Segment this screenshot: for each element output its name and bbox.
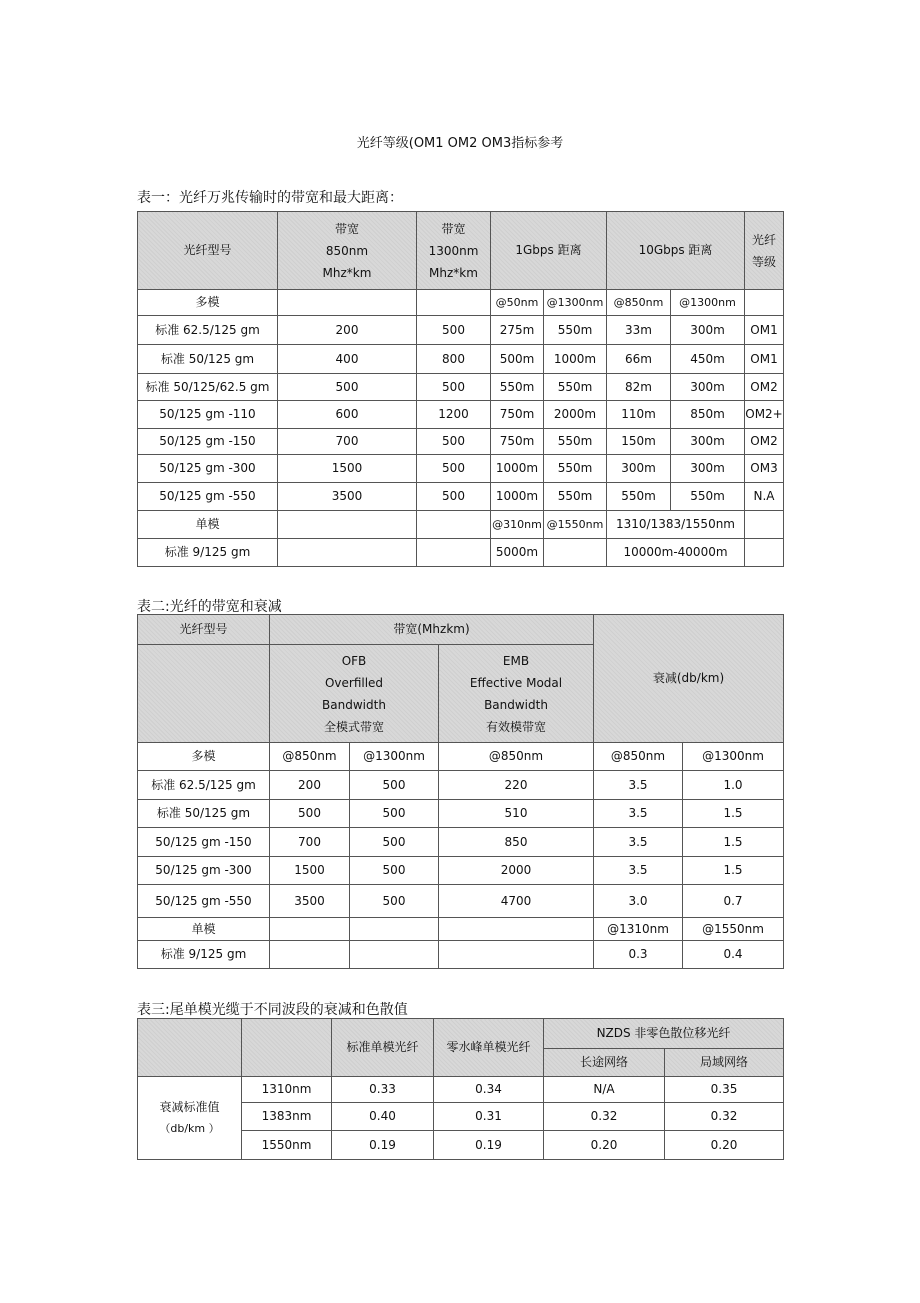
multimode-1g-wavelength-a: @50nm xyxy=(491,290,544,316)
dist-10g-a: 110m xyxy=(607,401,671,429)
bw-850: 400 xyxy=(278,345,417,374)
fiber-grade: OM1 xyxy=(745,345,784,374)
fiber-type: 50/125 gm -550 xyxy=(138,885,270,918)
bw-1300: 500 xyxy=(417,316,491,345)
empty-cell xyxy=(278,511,417,539)
fiber-type: 标准 50/125/62.5 gm xyxy=(138,374,278,401)
multimode-1g-wavelength-b: @1300nm xyxy=(544,290,607,316)
table2-multimode-row xyxy=(138,743,784,771)
att-850: 3.5 xyxy=(594,771,683,800)
table1-caption: 表一：光纤万兆传输时的带宽和最大距离： xyxy=(137,190,403,206)
emb-850: 2000 xyxy=(439,857,594,885)
empty-cell xyxy=(417,290,491,316)
header-bw-850-line2: 850nm xyxy=(325,243,369,258)
att-1310: 0.3 xyxy=(594,941,683,969)
att-1550-label: @1550nm xyxy=(683,918,784,941)
header-bw-850-line1: 带宽 xyxy=(334,221,359,236)
wavelength: 1310nm xyxy=(242,1077,332,1103)
table3-caption: 表三:尾单模光缆于不同波段的衰减和色散值 xyxy=(137,1002,408,1018)
table-row xyxy=(138,885,784,918)
emb-850: 220 xyxy=(439,771,594,800)
bw-1300: 500 xyxy=(417,483,491,511)
table-row xyxy=(138,401,784,429)
header-bw-850-line3: Mhz*km xyxy=(322,265,372,280)
dist-10g-b: 850m xyxy=(671,401,745,429)
table1-multimode-row xyxy=(138,290,784,316)
std-sm-value: 0.40 xyxy=(332,1103,434,1131)
dist-10g-a: 66m xyxy=(607,345,671,374)
dist-1g-b: 550m xyxy=(544,429,607,455)
table-row xyxy=(138,771,784,800)
multimode-10g-wavelength-b: @1300nm xyxy=(671,290,745,316)
attenuation-label xyxy=(138,1077,242,1160)
empty-cell xyxy=(439,918,594,941)
fiber-type: 50/125 gm -150 xyxy=(138,429,278,455)
att-1300: 1.5 xyxy=(683,800,784,828)
empty-cell xyxy=(417,511,491,539)
header-emb-line4: 有效模带宽 xyxy=(486,719,547,734)
ofb-1300-label: @1300nm xyxy=(350,743,439,771)
att-850: 3.5 xyxy=(594,857,683,885)
att-1300: 1.5 xyxy=(683,828,784,857)
dist-1g-a: 1000m xyxy=(491,455,544,483)
singlemode-10g-wavelengths: 1310/1383/1550nm xyxy=(607,511,745,539)
att-1300-label: @1300nm xyxy=(683,743,784,771)
empty-cell xyxy=(350,941,439,969)
empty-cell xyxy=(278,290,417,316)
dist-1g-a: 550m xyxy=(491,374,544,401)
dist-10g-a: 150m xyxy=(607,429,671,455)
att-1550: 0.4 xyxy=(683,941,784,969)
dist-1g-b: 550m xyxy=(544,374,607,401)
header-emb-line1: EMB xyxy=(502,653,530,668)
local-value: 0.20 xyxy=(665,1131,784,1160)
header-standard-sm: 标准单模光纤 xyxy=(332,1019,434,1077)
header-grade-line2: 等级 xyxy=(751,254,776,269)
dist-1g-a: 1000m xyxy=(491,483,544,511)
att-850: 3.5 xyxy=(594,800,683,828)
bw-850: 500 xyxy=(278,374,417,401)
ofb-1300: 500 xyxy=(350,857,439,885)
table-row xyxy=(138,828,784,857)
wavelength: 1550nm xyxy=(242,1131,332,1160)
header-bw-1300-line3: Mhz*km xyxy=(429,265,478,280)
table2 xyxy=(137,614,784,969)
fiber-type: 50/125 gm -110 xyxy=(138,401,278,429)
att-850-label: @850nm xyxy=(594,743,683,771)
ofb-1300: 500 xyxy=(350,800,439,828)
dist-1g-a: 500m xyxy=(491,345,544,374)
emb-850-label: @850nm xyxy=(439,743,594,771)
dist-1g-b: 550m xyxy=(544,316,607,345)
fiber-type: 50/125 gm -300 xyxy=(138,455,278,483)
header-ofb-line3: Bandwidth xyxy=(322,697,386,712)
header-emb-line2: Effective Modal xyxy=(469,675,563,690)
zwp-value: 0.34 xyxy=(434,1077,544,1103)
ofb-850: 3500 xyxy=(270,885,350,918)
long-haul-value: N/A xyxy=(544,1077,665,1103)
bw-850: 1500 xyxy=(278,455,417,483)
header-bw-1300-line2: 1300nm xyxy=(428,243,479,258)
fiber-type: 标准 62.5/125 gm xyxy=(138,771,270,800)
ofb-1300: 500 xyxy=(350,828,439,857)
singlemode-label: 单模 xyxy=(138,918,270,941)
singlemode-1g-wavelength-b: @1550nm xyxy=(544,511,607,539)
dist-10g-b: 300m xyxy=(671,455,745,483)
fiber-type: 标准 62.5/125 gm xyxy=(138,316,278,345)
table-row xyxy=(138,800,784,828)
wavelength: 1383nm xyxy=(242,1103,332,1131)
dist-10g-b: 300m xyxy=(671,429,745,455)
fiber-grade: OM2 xyxy=(745,374,784,401)
dist-1g-b: 550m xyxy=(544,455,607,483)
dist-1g-a: 750m xyxy=(491,429,544,455)
empty-cell xyxy=(745,511,784,539)
page-title: 光纤等级(OM1 OM2 OM3指标参考 xyxy=(356,136,564,151)
bw-1300: 1200 xyxy=(417,401,491,429)
local-value: 0.35 xyxy=(665,1077,784,1103)
table1-header-row xyxy=(138,212,784,290)
dist-10g-a: 300m xyxy=(607,455,671,483)
fiber-type: 标准 50/125 gm xyxy=(138,345,278,374)
table-row xyxy=(138,539,784,567)
ofb-1300: 500 xyxy=(350,771,439,800)
fiber-type: 标准 50/125 gm xyxy=(138,800,270,828)
dist-1g-b: 2000m xyxy=(544,401,607,429)
table-row xyxy=(138,483,784,511)
header-long-haul: 长途网络 xyxy=(544,1049,665,1077)
attenuation-unit: （db/km ） xyxy=(159,1122,220,1135)
header-1gbps: 1Gbps 距离 xyxy=(491,212,607,290)
ofb-1300: 500 xyxy=(350,885,439,918)
table1-singlemode-row xyxy=(138,511,784,539)
bw-1300: 500 xyxy=(417,374,491,401)
multimode-label: 多模 xyxy=(138,290,278,316)
table2-header-row1 xyxy=(138,615,784,645)
ofb-850: 1500 xyxy=(270,857,350,885)
bw-850: 3500 xyxy=(278,483,417,511)
fiber-type: 标准 9/125 gm xyxy=(138,941,270,969)
dist-10g-a: 550m xyxy=(607,483,671,511)
table-row xyxy=(138,345,784,374)
fiber-grade: N.A xyxy=(745,483,784,511)
header-nzds: NZDS 非零色散位移光纤 xyxy=(544,1019,784,1049)
header-fiber-type: 光纤型号 xyxy=(138,615,270,645)
header-zero-water-peak: 零水峰单模光纤 xyxy=(434,1019,544,1077)
table-row xyxy=(138,455,784,483)
bw-850: 700 xyxy=(278,429,417,455)
bw-1300: 500 xyxy=(417,429,491,455)
empty-cell xyxy=(278,539,417,567)
fiber-grade: OM2 xyxy=(745,429,784,455)
emb-850: 850 xyxy=(439,828,594,857)
empty-cell xyxy=(439,941,594,969)
header-10gbps: 10Gbps 距离 xyxy=(607,212,745,290)
fiber-type: 50/125 gm -150 xyxy=(138,828,270,857)
std-sm-value: 0.19 xyxy=(332,1131,434,1160)
header-bw-1300 xyxy=(417,212,491,290)
header-bw-1300-line1: 带宽 xyxy=(441,221,466,236)
table-row xyxy=(138,374,784,401)
dist-10g-b: 300m xyxy=(671,316,745,345)
att-850: 3.5 xyxy=(594,828,683,857)
dist-1g-b: 1000m xyxy=(544,345,607,374)
table-row xyxy=(138,316,784,345)
multimode-10g-wavelength-a: @850nm xyxy=(607,290,671,316)
attenuation-label-text: 衰减标准值 xyxy=(159,1100,220,1114)
fiber-grade: OM1 xyxy=(745,316,784,345)
empty-cell xyxy=(745,539,784,567)
empty-cell xyxy=(242,1019,332,1077)
std-sm-value: 0.33 xyxy=(332,1077,434,1103)
fiber-grade: OM3 xyxy=(745,455,784,483)
dist-1g-a: 275m xyxy=(491,316,544,345)
emb-850: 4700 xyxy=(439,885,594,918)
table3 xyxy=(137,1018,784,1160)
header-local: 局域网络 xyxy=(665,1049,784,1077)
ofb-850: 200 xyxy=(270,771,350,800)
empty-cell xyxy=(270,941,350,969)
header-ofb-line1: OFB xyxy=(341,653,367,668)
header-ofb-line4: 全模式带宽 xyxy=(323,719,384,734)
dist-10g-a: 33m xyxy=(607,316,671,345)
header-grade xyxy=(745,212,784,290)
empty-cell xyxy=(544,539,607,567)
table-row xyxy=(138,857,784,885)
singlemode-1g-wavelength-a: @310nm xyxy=(491,511,544,539)
dist-10g: 10000m-40000m xyxy=(607,539,745,567)
long-haul-value: 0.20 xyxy=(544,1131,665,1160)
fiber-type: 50/125 gm -300 xyxy=(138,857,270,885)
att-1300: 1.0 xyxy=(683,771,784,800)
local-value: 0.32 xyxy=(665,1103,784,1131)
dist-10g-b: 300m xyxy=(671,374,745,401)
dist-10g-b: 550m xyxy=(671,483,745,511)
empty-cell xyxy=(270,918,350,941)
zwp-value: 0.19 xyxy=(434,1131,544,1160)
header-grade-line1: 光纤 xyxy=(751,232,776,247)
empty-cell xyxy=(350,918,439,941)
ofb-850-label: @850nm xyxy=(270,743,350,771)
table2-caption: 表二:光纤的带宽和衰减 xyxy=(137,599,282,615)
empty-cell xyxy=(745,290,784,316)
fiber-type: 标准 9/125 gm xyxy=(138,539,278,567)
att-1300: 1.5 xyxy=(683,857,784,885)
header-emb xyxy=(439,645,594,743)
empty-cell xyxy=(138,1019,242,1077)
att-850: 3.0 xyxy=(594,885,683,918)
dist-1g: 5000m xyxy=(491,539,544,567)
dist-10g-b: 450m xyxy=(671,345,745,374)
header-ofb-line2: Overfilled xyxy=(324,675,384,690)
table-row xyxy=(138,1077,784,1103)
table3-header-row1 xyxy=(138,1019,784,1049)
header-bw-850 xyxy=(278,212,417,290)
bw-850: 600 xyxy=(278,401,417,429)
dist-10g-a: 82m xyxy=(607,374,671,401)
emb-850: 510 xyxy=(439,800,594,828)
long-haul-value: 0.32 xyxy=(544,1103,665,1131)
singlemode-label: 单模 xyxy=(138,511,278,539)
att-1310-label: @1310nm xyxy=(594,918,683,941)
header-fiber-type: 光纤型号 xyxy=(138,212,278,290)
bw-850: 200 xyxy=(278,316,417,345)
att-1300: 0.7 xyxy=(683,885,784,918)
ofb-850: 500 xyxy=(270,800,350,828)
multimode-label: 多模 xyxy=(138,743,270,771)
bw-1300: 500 xyxy=(417,455,491,483)
zwp-value: 0.31 xyxy=(434,1103,544,1131)
bw-1300: 800 xyxy=(417,345,491,374)
header-attenuation: 衰减(db/km) xyxy=(594,615,784,743)
header-bandwidth: 带宽(Mhzkm) xyxy=(270,615,594,645)
header-ofb xyxy=(270,645,439,743)
table1 xyxy=(137,211,784,567)
ofb-850: 700 xyxy=(270,828,350,857)
table2-singlemode-row xyxy=(138,918,784,941)
fiber-grade: OM2+ xyxy=(745,401,784,429)
dist-1g-b: 550m xyxy=(544,483,607,511)
dist-1g-a: 750m xyxy=(491,401,544,429)
fiber-type: 50/125 gm -550 xyxy=(138,483,278,511)
header-emb-line3: Bandwidth xyxy=(484,697,548,712)
table-row xyxy=(138,941,784,969)
table-row xyxy=(138,429,784,455)
empty-cell xyxy=(417,539,491,567)
empty-cell xyxy=(138,645,270,743)
